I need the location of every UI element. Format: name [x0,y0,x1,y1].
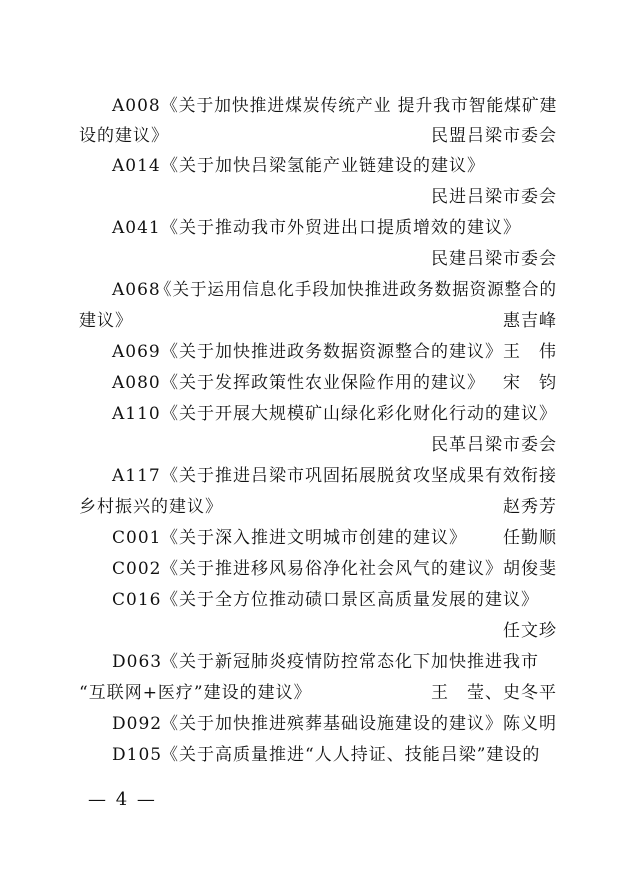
entry-code: D105 [112,745,163,765]
entry-proposer: 民盟吕梁市委会 [431,126,557,146]
entry-code: A117 [112,466,161,486]
entry-code: A041 [112,218,161,238]
entry-title-continuation: 设的建议》 [79,126,169,146]
entry-title: 《关于推动我市外贸进出口提质增效的建议》 [161,218,521,238]
entry-proposer: 王 莹、史冬平 [431,683,557,703]
entry-a117-line-2 [79,492,557,522]
entry-a069-line [79,337,557,367]
entry-title: 《关于开展大规模矿山绿化彩化财化行动的建议》 [161,404,557,424]
entry-code: A014 [112,156,161,176]
entry-title: 《关于全方位推动碛口景区高质量发展的建议》 [161,590,539,610]
entry-a008-line-2 [79,121,557,151]
entry-proposer: 胡俊斐 [503,559,557,579]
entry-d092-line [79,709,557,739]
entry-proposer: 民建吕梁市委会 [431,249,557,269]
entry-a014-line-2 [79,182,557,212]
entry-a008-line-1 [79,91,557,121]
entry-proposer: 陈义明 [503,714,557,734]
entry-code: C001 [112,528,162,548]
entry-title: 《关于高质量推进“人人持证、技能吕梁”建设的 [161,745,541,765]
entry-a041-line-2 [79,244,557,274]
entry-a117-line-1 [79,461,557,491]
entry-title: 《关于推进移风易俗净化社会风气的建议》 [161,559,503,579]
entry-title: 《关于新冠肺炎疫情防控常态化下加快推进我市 [161,652,539,672]
page-number: — 4 — [88,789,157,810]
entry-d105-line-1 [79,740,557,770]
entry-code: A080 [112,373,161,393]
entry-proposer: 赵秀芳 [503,497,557,517]
entry-code: D092 [112,714,163,734]
entry-title: 《关于运用信息化手段加快推进政务数据资源整合的 [155,280,557,300]
entry-d063-line-2 [79,678,557,708]
entry-title-continuation: 建议》 [79,311,133,331]
entry-title: 《关于加快推进殡葬基础设施建设的建议》 [161,714,503,734]
entry-code: A008 [112,96,161,116]
entry-d063-line-1 [79,647,557,677]
entry-title: 《关于发挥政策性农业保险作用的建议》 [161,373,485,393]
entry-proposer: 任文珍 [503,621,557,641]
entry-c002-line [79,554,557,584]
entry-title: 《关于推进吕梁市巩固拓展脱贫攻坚成果有效衔接 [161,466,557,486]
entry-code: C002 [112,559,162,579]
entry-a110-line-2 [79,430,557,460]
entry-c016-line-1 [79,585,557,615]
entry-a041-line-1 [79,213,557,243]
entry-proposer: 任勤顺 [503,528,557,548]
entry-proposer: 民革吕梁市委会 [431,435,557,455]
entry-proposer: 民进吕梁市委会 [431,187,557,207]
entry-a080-line [79,368,557,398]
entry-title: 《关于加快吕梁氢能产业链建设的建议》 [161,156,485,176]
entry-title-continuation: 乡村振兴的建议》 [79,497,223,517]
entry-a068-line-1 [79,275,557,305]
entry-a110-line-1 [79,399,557,429]
entry-code: A068 [112,280,161,300]
entry-proposer: 王 伟 [503,342,557,362]
entry-c001-line [79,523,557,553]
entry-a014-line-1 [79,151,557,181]
entry-proposer: 惠吉峰 [503,311,557,331]
entry-title: 《关于加快推进煤炭传统产业 提升我市智能煤矿建 [161,96,558,116]
entry-a068-line-2 [79,306,557,336]
entry-title: 《关于加快推进政务数据资源整合的建议》 [161,342,503,362]
entry-title-continuation: “互联网+医疗”建设的建议》 [79,683,312,703]
entry-code: A110 [112,404,161,424]
entry-title: 《关于深入推进文明城市创建的建议》 [161,528,467,548]
entry-code: C016 [112,590,162,610]
entry-proposer: 宋 钧 [503,373,557,393]
entry-code: D063 [112,652,163,672]
entry-code: A069 [112,342,161,362]
entry-c016-line-2 [79,616,557,646]
